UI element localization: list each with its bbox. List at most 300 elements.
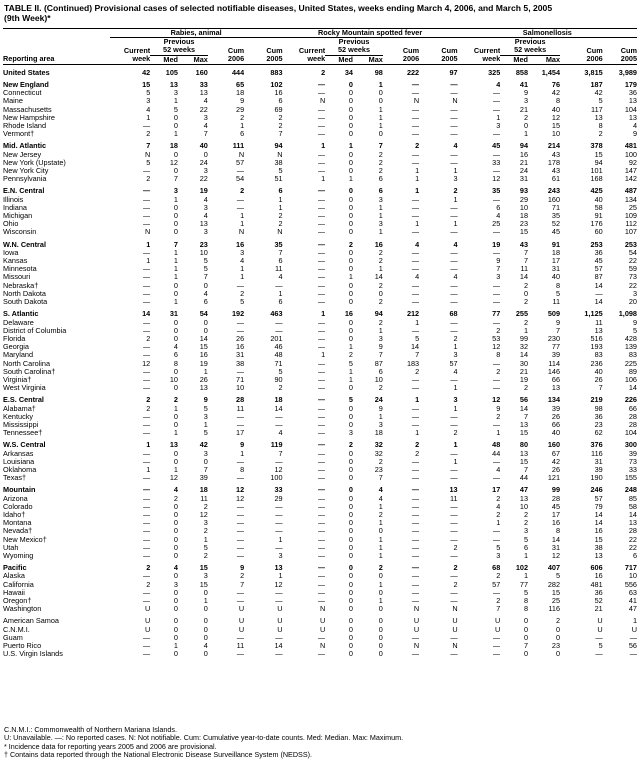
- table-row: [3, 237, 637, 249]
- value-cell: N: [319, 642, 326, 651]
- value-cell: 1: [415, 429, 420, 438]
- value-cell: 0: [173, 122, 178, 131]
- value-cell: 7: [496, 265, 501, 274]
- value-cell: —: [317, 195, 326, 204]
- value-cell: —: [142, 519, 151, 528]
- year-2005-label: 2005: [441, 55, 458, 64]
- value-cell: 7: [173, 175, 178, 184]
- value-cell: U: [319, 625, 326, 634]
- value-cell: 66: [628, 404, 637, 413]
- value-cell: 45: [551, 502, 561, 511]
- value-cell: 428: [624, 334, 637, 343]
- value-cell: 39: [199, 474, 208, 483]
- value-cell: —: [236, 195, 245, 204]
- value-cell: 5: [415, 334, 420, 343]
- value-cell: 0: [203, 633, 208, 642]
- value-cell: 212: [406, 309, 420, 319]
- cum-label: Cum: [586, 46, 603, 55]
- value-cell: 2: [378, 167, 383, 176]
- value-cell: —: [236, 502, 245, 511]
- footnote-provisional: * Incidence data for reporting years 2005 and 2006 are provisional.: [4, 741, 217, 751]
- value-cell: 45: [594, 257, 603, 266]
- value-cell: —: [450, 465, 458, 474]
- value-cell: 1: [415, 395, 420, 405]
- value-cell: 34: [344, 67, 353, 77]
- value-cell: 14: [411, 343, 420, 352]
- value-cell: 29: [236, 105, 245, 114]
- value-cell: —: [236, 326, 245, 335]
- value-cell: 7: [598, 384, 603, 393]
- value-cell: 230: [547, 334, 561, 343]
- value-cell: 112: [625, 220, 637, 229]
- value-cell: 0: [348, 105, 353, 114]
- reporting-area-cell: Illinois: [3, 195, 24, 204]
- table-row: [3, 589, 637, 597]
- value-cell: 11: [236, 642, 245, 651]
- value-cell: 0: [348, 420, 353, 429]
- reporting-area-cell: New England: [3, 80, 49, 90]
- value-cell: 0: [348, 203, 353, 212]
- value-cell: 7: [278, 449, 283, 458]
- value-cell: 73: [628, 457, 637, 466]
- value-cell: —: [142, 597, 151, 605]
- value-cell: —: [450, 281, 458, 290]
- value-cell: 104: [624, 429, 637, 438]
- value-cell: 0: [348, 113, 353, 122]
- table-row: [3, 319, 637, 327]
- value-cell: 2: [146, 404, 151, 413]
- value-cell: —: [142, 248, 151, 257]
- reporting-area-cell: S. Atlantic: [3, 309, 39, 319]
- table-row: [3, 130, 637, 138]
- reporting-area-cell: Florida: [3, 334, 26, 343]
- value-cell: N: [277, 228, 283, 237]
- value-cell: 15: [199, 580, 208, 589]
- value-cell: 1: [632, 616, 637, 626]
- value-cell: 5: [203, 404, 208, 413]
- value-cell: 2: [240, 186, 245, 196]
- value-cell: —: [142, 351, 151, 360]
- value-cell: 44: [492, 449, 501, 458]
- reporting-area-cell: Nebraska†: [3, 281, 39, 290]
- value-cell: 100: [624, 150, 637, 159]
- value-cell: —: [142, 326, 151, 335]
- value-cell: 3,989: [618, 67, 637, 77]
- value-cell: 2: [523, 281, 529, 290]
- value-cell: —: [236, 412, 245, 421]
- value-cell: 12: [274, 580, 283, 589]
- value-cell: —: [236, 650, 245, 659]
- table-row: [3, 650, 637, 658]
- value-cell: 5: [523, 535, 529, 544]
- value-cell: 0: [203, 625, 208, 634]
- value-cell: 16: [344, 309, 353, 319]
- value-cell: 31: [551, 543, 561, 552]
- value-cell: 4: [453, 367, 458, 376]
- value-cell: 3: [378, 420, 383, 429]
- value-cell: —: [492, 150, 501, 159]
- value-cell: 6: [278, 257, 283, 266]
- value-cell: 2: [496, 572, 501, 581]
- value-cell: 1: [496, 519, 501, 528]
- value-cell: 71: [274, 359, 283, 368]
- value-cell: 85: [628, 494, 637, 503]
- value-cell: 13: [519, 420, 529, 429]
- value-cell: 0: [203, 318, 208, 327]
- value-cell: —: [142, 186, 151, 196]
- value-cell: 21: [519, 105, 529, 114]
- value-cell: 91: [551, 239, 561, 249]
- table-row: [3, 376, 637, 384]
- reporting-area-cell: Guam: [3, 633, 23, 642]
- value-cell: 1: [378, 265, 383, 274]
- value-cell: 0: [348, 122, 353, 131]
- reporting-area-cell: Colorado: [3, 502, 33, 511]
- value-cell: 6: [378, 186, 383, 196]
- value-cell: —: [450, 80, 458, 90]
- value-cell: 3: [146, 97, 151, 106]
- value-cell: 0: [378, 588, 383, 597]
- table-row: [3, 151, 637, 159]
- value-cell: 2: [523, 519, 529, 528]
- table-row: [3, 265, 637, 273]
- value-cell: —: [317, 474, 326, 483]
- value-cell: 10: [169, 375, 178, 384]
- value-cell: 21: [519, 367, 529, 376]
- value-cell: —: [629, 633, 637, 642]
- value-cell: 12: [142, 359, 151, 368]
- value-cell: 2: [496, 326, 501, 335]
- value-cell: 0: [348, 543, 353, 552]
- table-row: [3, 495, 637, 503]
- disease-header-salmonellosis: Salmonellosis: [458, 29, 637, 38]
- value-cell: 23: [199, 239, 208, 249]
- value-cell: 0: [523, 122, 529, 131]
- value-cell: 2: [278, 220, 283, 229]
- value-cell: 77: [519, 580, 529, 589]
- value-cell: 0: [173, 519, 178, 528]
- value-cell: 11: [200, 494, 208, 503]
- reporting-area-cell: C.N.M.I.: [3, 625, 30, 634]
- value-cell: 176: [590, 220, 603, 229]
- value-cell: 22: [628, 543, 637, 552]
- value-cell: 18: [199, 485, 208, 495]
- value-cell: —: [411, 527, 420, 536]
- value-cell: 5: [146, 158, 151, 167]
- value-cell: —: [142, 551, 151, 560]
- reporting-area-cell: Virginia†: [3, 375, 32, 384]
- value-cell: 10: [236, 384, 245, 393]
- value-cell: —: [317, 289, 326, 298]
- value-cell: 57: [236, 158, 245, 167]
- value-cell: 66: [551, 420, 561, 429]
- value-cell: 3: [496, 273, 501, 282]
- value-cell: —: [411, 494, 420, 503]
- max-label: Max: [368, 55, 383, 64]
- value-cell: 1: [348, 375, 353, 384]
- value-cell: 187: [590, 80, 603, 90]
- value-cell: 13: [199, 89, 208, 98]
- value-cell: 1,454: [541, 67, 561, 77]
- value-cell: —: [317, 543, 326, 552]
- value-cell: 3: [523, 527, 529, 536]
- value-cell: 12: [236, 494, 245, 503]
- value-cell: 556: [624, 580, 637, 589]
- value-cell: 92: [628, 158, 637, 167]
- value-cell: —: [492, 130, 501, 139]
- value-cell: 1: [415, 175, 420, 184]
- value-cell: 0: [348, 551, 353, 560]
- value-cell: 31: [594, 457, 603, 466]
- value-cell: —: [142, 572, 151, 581]
- value-cell: 0: [203, 150, 208, 159]
- value-cell: 4: [496, 502, 501, 511]
- med-label: Med: [163, 55, 178, 64]
- value-cell: —: [492, 281, 501, 290]
- table-row: [3, 175, 637, 183]
- value-cell: 160: [547, 195, 561, 204]
- value-cell: 8: [523, 605, 529, 614]
- value-cell: 14: [274, 404, 283, 413]
- value-cell: —: [317, 650, 326, 659]
- reporting-area-cell: South Carolina†: [3, 367, 56, 376]
- value-cell: —: [492, 375, 501, 384]
- value-cell: 4: [203, 642, 208, 651]
- value-cell: 22: [199, 175, 208, 184]
- value-cell: 26: [199, 375, 208, 384]
- value-cell: 116: [591, 449, 603, 458]
- value-cell: 1: [240, 265, 245, 274]
- value-cell: 1: [378, 105, 383, 114]
- value-cell: 7: [378, 474, 383, 483]
- value-cell: 0: [348, 195, 353, 204]
- value-cell: 2: [173, 494, 178, 503]
- value-cell: —: [317, 395, 326, 405]
- value-cell: 2: [598, 130, 603, 139]
- value-cell: 0: [523, 625, 529, 634]
- value-cell: —: [450, 510, 458, 519]
- value-cell: 1: [240, 122, 245, 131]
- table-row: [3, 392, 637, 404]
- value-cell: 13: [519, 449, 529, 458]
- value-cell: 0: [348, 605, 353, 614]
- value-cell: 56: [628, 642, 637, 651]
- value-cell: —: [236, 519, 245, 528]
- value-cell: 26: [594, 375, 603, 384]
- value-cell: 0: [378, 89, 383, 98]
- value-cell: 4: [173, 343, 178, 352]
- value-cell: 0: [173, 220, 178, 229]
- value-cell: 3: [203, 412, 208, 421]
- value-cell: 0: [348, 220, 353, 229]
- value-cell: 3: [496, 551, 501, 560]
- value-cell: 44: [519, 474, 529, 483]
- reporting-area-cell: West Virginia: [3, 384, 46, 393]
- value-cell: —: [411, 412, 420, 421]
- value-cell: —: [492, 650, 501, 659]
- value-cell: 2: [378, 257, 383, 266]
- value-cell: 13: [449, 485, 458, 495]
- value-cell: U: [144, 605, 151, 614]
- value-cell: 5: [278, 367, 283, 376]
- value-cell: 0: [348, 334, 353, 343]
- value-cell: 71: [236, 375, 245, 384]
- value-cell: 0: [348, 616, 353, 626]
- value-cell: 94: [519, 141, 529, 151]
- year-2006-label: 2006: [227, 55, 245, 64]
- value-cell: 0: [378, 572, 383, 581]
- value-cell: 10: [374, 375, 383, 384]
- value-cell: 119: [270, 440, 283, 450]
- value-cell: —: [492, 527, 501, 536]
- value-cell: 42: [551, 457, 561, 466]
- value-cell: —: [492, 384, 501, 393]
- value-cell: 2: [146, 563, 151, 573]
- value-cell: 1: [496, 429, 501, 438]
- value-cell: 38: [274, 158, 283, 167]
- value-cell: 2: [173, 395, 178, 405]
- value-cell: —: [492, 642, 501, 651]
- value-cell: 4: [173, 563, 178, 573]
- value-cell: 2: [453, 543, 458, 552]
- value-cell: 4: [203, 212, 208, 221]
- value-cell: —: [411, 228, 420, 237]
- value-cell: 2: [278, 384, 283, 393]
- max-label: Max: [545, 55, 561, 64]
- value-cell: 5: [555, 289, 561, 298]
- table-row: [3, 273, 637, 281]
- value-cell: 8: [496, 351, 501, 360]
- value-cell: —: [317, 510, 326, 519]
- value-cell: 3: [523, 97, 529, 106]
- value-cell: 15: [199, 343, 208, 352]
- value-cell: 3: [203, 572, 208, 581]
- value-cell: 13: [199, 220, 208, 229]
- value-cell: 0: [348, 465, 353, 474]
- value-cell: —: [236, 318, 245, 327]
- reporting-area-cell: United States: [3, 67, 50, 77]
- value-cell: —: [142, 527, 151, 536]
- table-row: [3, 335, 637, 343]
- value-cell: 11: [450, 494, 458, 503]
- value-cell: 18: [374, 429, 383, 438]
- value-cell: —: [411, 572, 420, 581]
- value-cell: 183: [406, 359, 420, 368]
- value-cell: 14: [142, 309, 151, 319]
- value-cell: 10: [519, 502, 529, 511]
- value-cell: N: [277, 150, 283, 159]
- value-cell: —: [317, 384, 326, 393]
- value-cell: 0: [348, 588, 353, 597]
- value-cell: 214: [547, 141, 561, 151]
- reporting-area-cell: New York City: [3, 167, 49, 176]
- value-cell: U: [238, 616, 245, 626]
- value-cell: 16: [236, 239, 245, 249]
- value-cell: —: [142, 494, 151, 503]
- value-cell: U: [631, 625, 637, 634]
- value-cell: 253: [624, 239, 637, 249]
- value-cell: —: [411, 510, 420, 519]
- value-cell: 1: [173, 465, 178, 474]
- value-cell: 39: [551, 404, 561, 413]
- value-cell: 16: [594, 572, 603, 581]
- value-cell: —: [317, 130, 326, 139]
- weeks52-label: 52 weeks: [150, 46, 208, 55]
- reporting-area-cell: Texas†: [3, 474, 27, 483]
- value-cell: —: [317, 580, 326, 589]
- value-cell: 2: [146, 130, 151, 139]
- value-cell: —: [450, 527, 458, 536]
- value-cell: —: [142, 281, 151, 290]
- value-cell: 23: [551, 642, 561, 651]
- value-cell: —: [595, 650, 603, 659]
- value-cell: —: [317, 465, 326, 474]
- value-cell: 66: [551, 375, 561, 384]
- value-cell: N: [452, 97, 458, 106]
- value-cell: 6: [496, 203, 501, 212]
- value-cell: 2: [453, 563, 458, 573]
- value-cell: 0: [173, 212, 178, 221]
- value-cell: 26: [551, 412, 561, 421]
- value-cell: 1: [173, 130, 178, 139]
- value-cell: 1: [415, 186, 420, 196]
- value-cell: 2: [240, 572, 245, 581]
- reporting-area-cell: South Dakota: [3, 298, 48, 307]
- value-cell: 111: [232, 141, 245, 151]
- value-cell: 3: [203, 228, 208, 237]
- table-row: [3, 282, 637, 290]
- value-cell: —: [411, 519, 420, 528]
- value-cell: 106: [624, 375, 637, 384]
- value-cell: 1: [378, 212, 383, 221]
- value-cell: 9: [496, 404, 501, 413]
- value-cell: 14: [594, 281, 603, 290]
- table-row: [3, 634, 637, 642]
- value-cell: 6: [523, 543, 529, 552]
- reporting-area-cell: Hawaii: [3, 588, 25, 597]
- table-row: [3, 343, 637, 351]
- value-cell: 146: [547, 367, 561, 376]
- value-cell: 1: [203, 597, 208, 605]
- value-cell: 2: [146, 395, 151, 405]
- value-cell: —: [317, 105, 326, 114]
- value-cell: 0: [348, 186, 353, 196]
- reporting-area-cell: Utah: [3, 543, 19, 552]
- value-cell: 46: [274, 343, 283, 352]
- value-cell: 14: [199, 334, 208, 343]
- value-cell: 5: [632, 326, 637, 335]
- value-cell: 28: [551, 494, 561, 503]
- reporting-area-cell: Pennsylvania: [3, 175, 47, 184]
- value-cell: 42: [142, 67, 151, 77]
- value-cell: 13: [628, 519, 637, 528]
- value-cell: 1: [146, 113, 151, 122]
- value-cell: 4: [203, 122, 208, 131]
- value-cell: —: [450, 212, 458, 221]
- value-cell: 8: [555, 97, 561, 106]
- value-cell: 255: [515, 309, 529, 319]
- value-cell: 300: [624, 440, 637, 450]
- value-cell: 253: [590, 239, 603, 249]
- value-cell: —: [275, 633, 283, 642]
- table-row: [3, 220, 637, 228]
- value-cell: 3: [348, 429, 353, 438]
- value-cell: —: [411, 551, 420, 560]
- value-cell: 0: [173, 551, 178, 560]
- value-cell: 12: [274, 465, 283, 474]
- value-cell: 1: [173, 273, 178, 282]
- value-cell: 0: [348, 384, 353, 393]
